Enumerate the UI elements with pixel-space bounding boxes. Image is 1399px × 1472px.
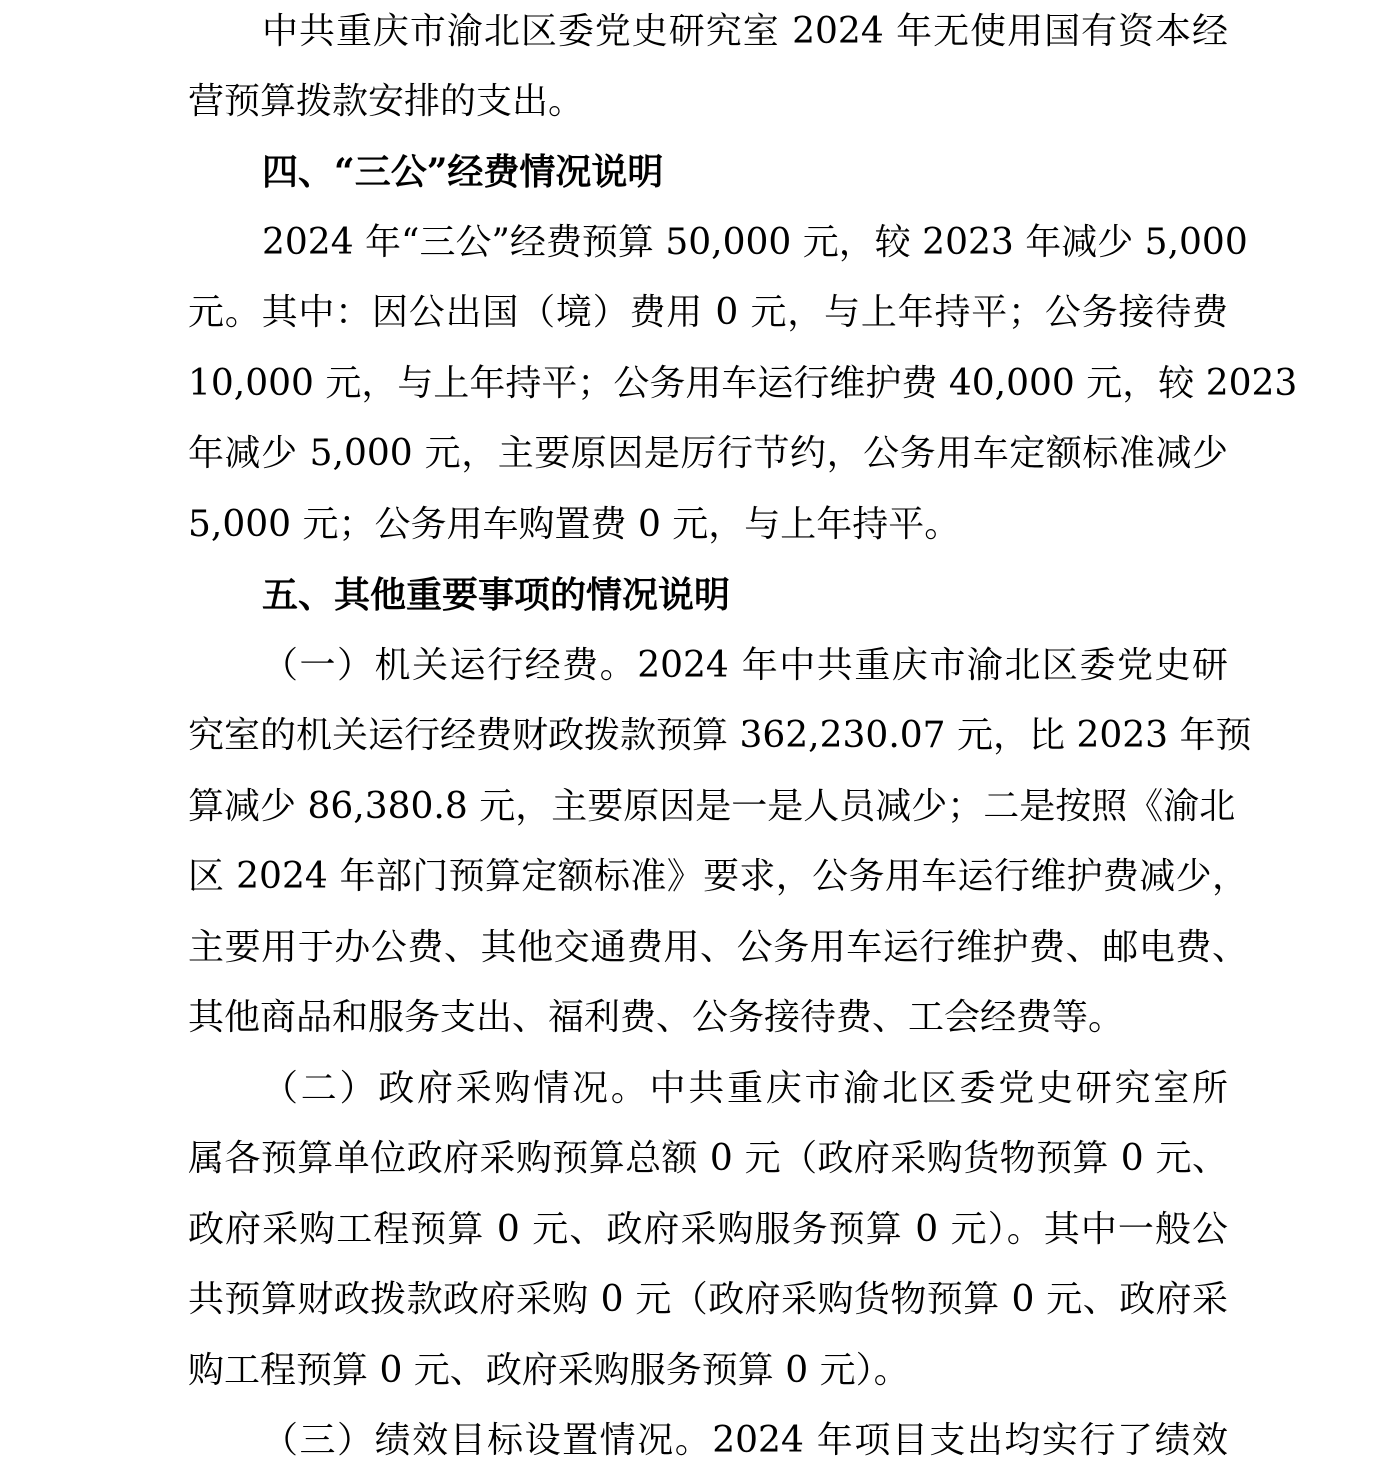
paragraph-line: 年减少 5,000 元，主要原因是厉行节约，公务用车定额标准减少 [188, 433, 1228, 474]
paragraph-line: 算减少 86,380.8 元，主要原因是一是人员减少；二是按照《渝北 [188, 786, 1236, 827]
paragraph-line: 10,000 元，与上年持平；公务用车运行维护费 40,000 元，较 2023 [188, 363, 1298, 404]
paragraph-line: 购工程预算 0 元、政府采购服务预算 0 元）。 [188, 1350, 910, 1391]
paragraph-line: 政府采购工程预算 0 元、政府采购服务预算 0 元）。其中一般公 [188, 1209, 1228, 1250]
paragraph-line: 其他商品和服务支出、福利费、公务接待费、工会经费等。 [188, 997, 1125, 1038]
paragraph-line: 区 2024 年部门预算定额标准》要求，公务用车运行维护费减少， [188, 856, 1248, 897]
paragraph-line: 究室的机关运行经费财政拨款预算 362,230.07 元，比 2023 年预 [188, 715, 1252, 756]
paragraph-line: 主要用于办公费、其他交通费用、公务用车运行维护费、邮电费、 [188, 927, 1248, 968]
paragraph-line: 共预算财政拨款政府采购 0 元（政府采购货物预算 0 元、政府采 [188, 1279, 1228, 1320]
paragraph-line: 2024 年“三公”经费预算 50,000 元，较 2023 年减少 5,000 [262, 222, 1248, 263]
paragraph-line: （一）机关运行经费。2024 年中共重庆市渝北区委党史研 [262, 645, 1228, 686]
paragraph-line: （三）绩效目标设置情况。2024 年项目支出均实行了绩效 [262, 1420, 1228, 1461]
paragraph-line: 属各预算单位政府采购预算总额 0 元（政府采购货物预算 0 元、 [188, 1138, 1228, 1179]
section-heading-five: 五、其他重要事项的情况说明 [262, 574, 731, 616]
section-heading-four: 四、“三公”经费情况说明 [262, 151, 664, 193]
paragraph-line: 元。其中：因公出国（境）费用 0 元，与上年持平；公务接待费 [188, 292, 1228, 333]
paragraph-line: （二）政府采购情况。中共重庆市渝北区委党史研究室所 [262, 1068, 1228, 1109]
paragraph-line: 中共重庆市渝北区委党史研究室 2024 年无使用国有资本经 [262, 11, 1228, 52]
paragraph-line: 5,000 元；公务用车购置费 0 元，与上年持平。 [188, 504, 961, 545]
paragraph-line: 营预算拨款安排的支出。 [188, 81, 585, 122]
